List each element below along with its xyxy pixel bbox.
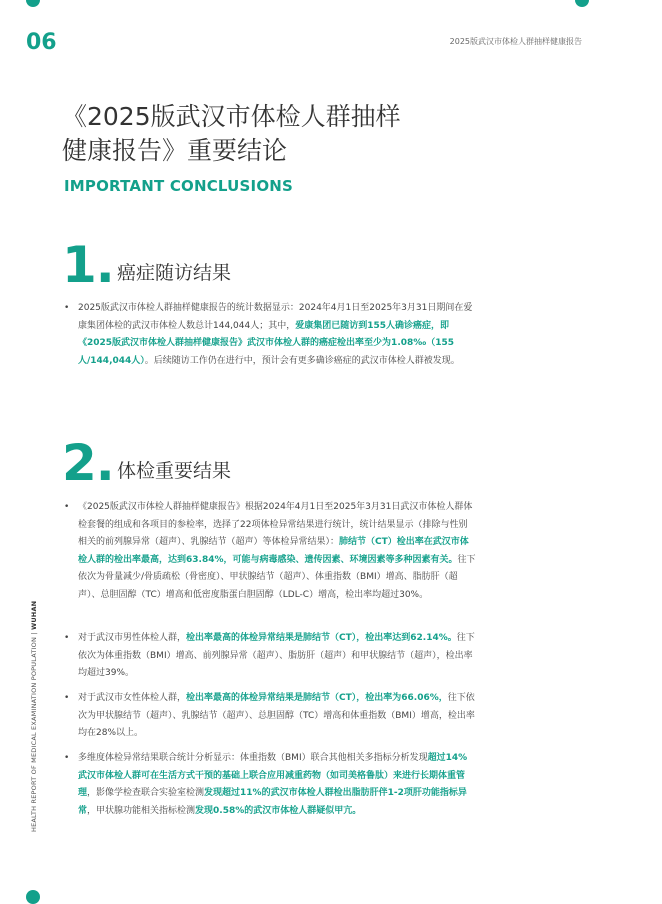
side-report-label: HEALTH REPORT OF MEDICAL EXAMINATION POPULATION | WUHAN (30, 600, 38, 832)
bullet-text: 多维度体检异常结果联合统计分析显示：体重指数（BMI）联合其他相关多指标分析发现超过14%武汉市体检人群可在生活方式干预的基础上联合应用减重药物（如司美格鲁肽）来进行长期体重管理，影像学检查联合实验室检测发现超过11%的武汉市体检人群检出脂肪肝伴1-2项肝功能指标异常，甲状腺功能相关指标检测发现0.58%的武汉市体检人群疑似甲亢。 (78, 753, 468, 816)
section-2-bullet-1 (64, 499, 476, 605)
page-subtitle: IMPORTANT CONCLUSIONS (64, 177, 294, 195)
page-title-line-1: 《2025版武汉市体检人群抽样 (62, 102, 401, 131)
bullet-marker: • (64, 753, 70, 763)
top-right-decor-dot (575, 0, 589, 7)
bullet-marker: • (64, 303, 70, 313)
section-1-number: 1. (62, 236, 114, 294)
section-1-bullet-1 (64, 300, 476, 370)
bullet-marker: • (64, 633, 70, 643)
section-1-title: 癌症随访结果 (117, 262, 232, 284)
bottom-left-decor-dot (26, 890, 40, 904)
bullet-text: 对于武汉市女性体检人群，检出率最高的体检异常结果是肺结节（CT），检出率为66.06%，往下依次为甲状腺结节（超声）、乳腺结节（超声）、总胆固醇（TC）增高和体重指数（BMI）增高，检出率均在28%以上。 (78, 693, 475, 739)
top-left-decor-dot (26, 0, 40, 7)
section-2-number: 2. (62, 434, 114, 492)
bullet-text: 对于武汉市男性体检人群，检出率最高的体检异常结果是肺结节（CT），检出率达到62.14%。往下依次为体重指数（BMI）增高、前列腺异常（超声）、脂肪肝（超声）和甲状腺结节（超声），检出率均超过39%。 (78, 633, 475, 679)
bullet-text: 《2025版武汉市体检人群抽样健康报告》根据2024年4月1日至2025年3月31日武汉市体检人群体检套餐的组成和各项目的参检率，选择了22项体检异常结果进行统计，统计结果显示（排除与性别相关的前列腺异常（超声）、乳腺结节（超声）等体检异常结果）：肺结节（CT）检出率在武汉市体检人群的检出率最高，达到63.84%，可能与病毒感染、遗传因素、环境因素等多种因素有关。往下依次为骨量减少/骨质疏松（骨密度）、甲状腺结节（超声）、体重指数（BMI）增高、脂肪肝（超声）、总胆固醇（TC）增高和低密度脂蛋白胆固醇（LDL-C）增高，检出率均超过30%。 (78, 502, 476, 600)
section-2-bullet-3 (64, 690, 476, 743)
section-2-bullet-2 (64, 630, 476, 683)
header-title: 2025版武汉市体检人群抽样健康报告 (449, 37, 582, 46)
page-title (62, 100, 482, 168)
page-number: 06 (26, 30, 57, 55)
bullet-marker: • (64, 502, 70, 512)
page-title-line-2: 健康报告》重要结论 (62, 136, 288, 165)
bullet-marker: • (64, 693, 70, 703)
section-2-title: 体检重要结果 (117, 460, 232, 482)
bullet-text: 2025版武汉市体检人群抽样健康报告的统计数据显示：2024年4月1日至2025年3月31日期间在爱康集团体检的武汉市体检人数总计144,044人；其中，爱康集团已随访到155人确诊癌症，即《2025版武汉市体检人群抽样健康报告》武汉市体检人群的癌症检出率至少为1.08‰（155人/144,044人）。后续随访工作仍在进行中，预计会有更多确诊癌症的武汉市体检人群被发现。 (78, 303, 473, 366)
section-2-bullet-4 (64, 750, 476, 820)
